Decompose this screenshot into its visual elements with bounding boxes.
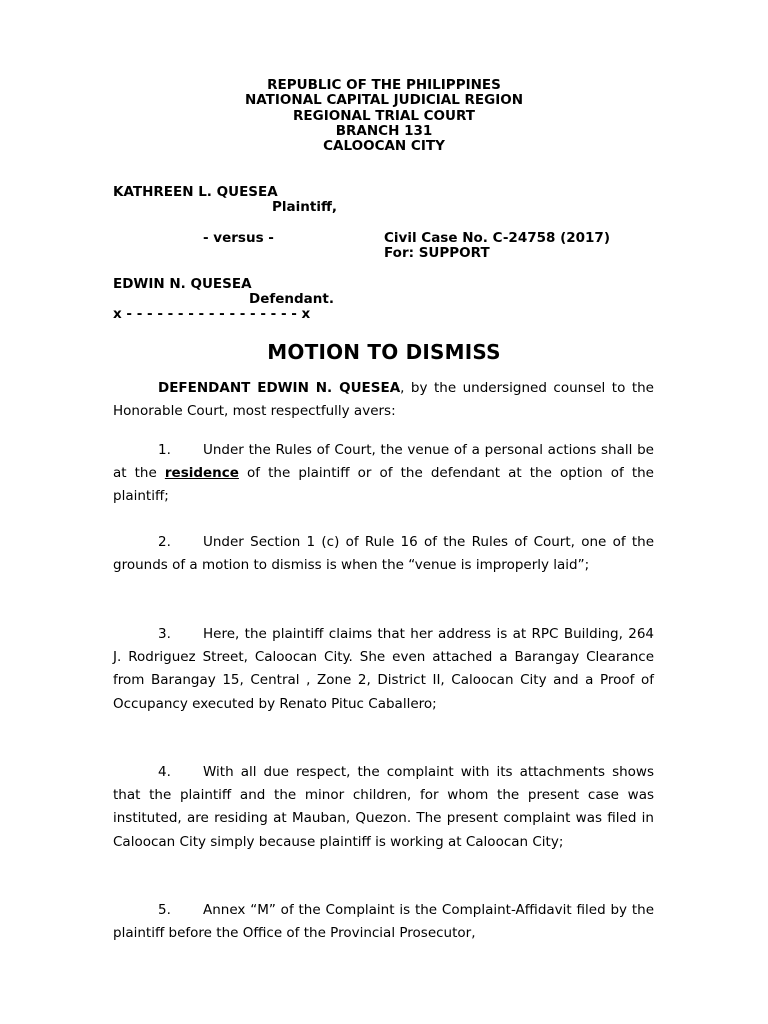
plaintiff-role: Plaintiff, [272, 199, 338, 215]
paragraph-2 [113, 531, 654, 577]
versus-label: - versus - [203, 230, 274, 246]
paragraph-text-continued: of the plaintiff or of the defendant at the option of the plaintiff; [113, 465, 654, 505]
intro-text: , by the undersigned counsel to the Honorable Court, most respectfully avers: [113, 380, 654, 420]
defendant-role: Defendant. [249, 291, 334, 307]
paragraph-text: Under Section 1 (c) of Rule 16 of the Rules of Court, one of the grounds of a motion to dismiss is when the “venue is improperly laid”; [113, 534, 654, 574]
paragraph-number: 5. [158, 902, 171, 918]
case-number: Civil Case No. C-24758 (2017) [384, 230, 610, 246]
emphasis-residence: residence [164, 465, 239, 482]
plaintiff-name: KATHREEN L. QUESEA [113, 184, 278, 200]
paragraph-text: With all due respect, the complaint with its attachments shows that the plaintiff and the minor children, for whom the present case was instituted, are residing at Mauban, Quezon. The present complaint was filed in Caloocan City simply because plaintiff is working at Caloocan City; [113, 764, 654, 850]
paragraph-number: 4. [158, 764, 171, 780]
header-line-region: NATIONAL CAPITAL JUDICIAL REGION [244, 92, 524, 109]
paragraph-text: Here, the plaintiff claims that her address is at RPC Building, 264 J. Rodriguez Street, Caloocan City. She even attached a Barangay Clearance from Barangay 15, Central , Zone 2, District II, Caloocan City and a Proof of Occupancy executed by Renato Pituc Caballero; [113, 626, 654, 712]
intro-party: DEFENDANT EDWIN N. QUESEA [158, 380, 401, 396]
court-header [0, 78, 768, 154]
paragraph-number: 2. [158, 534, 171, 550]
paragraph-5 [113, 899, 654, 945]
paragraph-1 [113, 439, 654, 509]
paragraph-text: Under the Rules of Court, the venue of a personal actions shall be at the [113, 442, 654, 482]
document-title: MOTION TO DISMISS [267, 340, 501, 364]
caption-separator: x - - - - - - - - - - - - - - - - - x [113, 306, 311, 322]
intro-paragraph [113, 377, 654, 423]
case-subject: For: SUPPORT [384, 245, 490, 261]
paragraph-number: 3. [158, 626, 171, 642]
header-line-republic: REPUBLIC OF THE PHILIPPINES [267, 77, 501, 93]
paragraph-4 [113, 761, 654, 854]
paragraph-3 [113, 623, 654, 716]
header-line-court: REGIONAL TRIAL COURT [293, 107, 475, 124]
header-line-branch: BRANCH 131 [335, 122, 433, 139]
header-line-city: CALOOCAN CITY [323, 138, 445, 155]
paragraph-text: Annex “M” of the Complaint is the Complaint-Affidavit filed by the plaintiff before the Office of the Provincial Prosecutor, [113, 902, 654, 942]
defendant-name: EDWIN N. QUESEA [113, 276, 252, 292]
paragraph-number: 1. [158, 442, 171, 458]
